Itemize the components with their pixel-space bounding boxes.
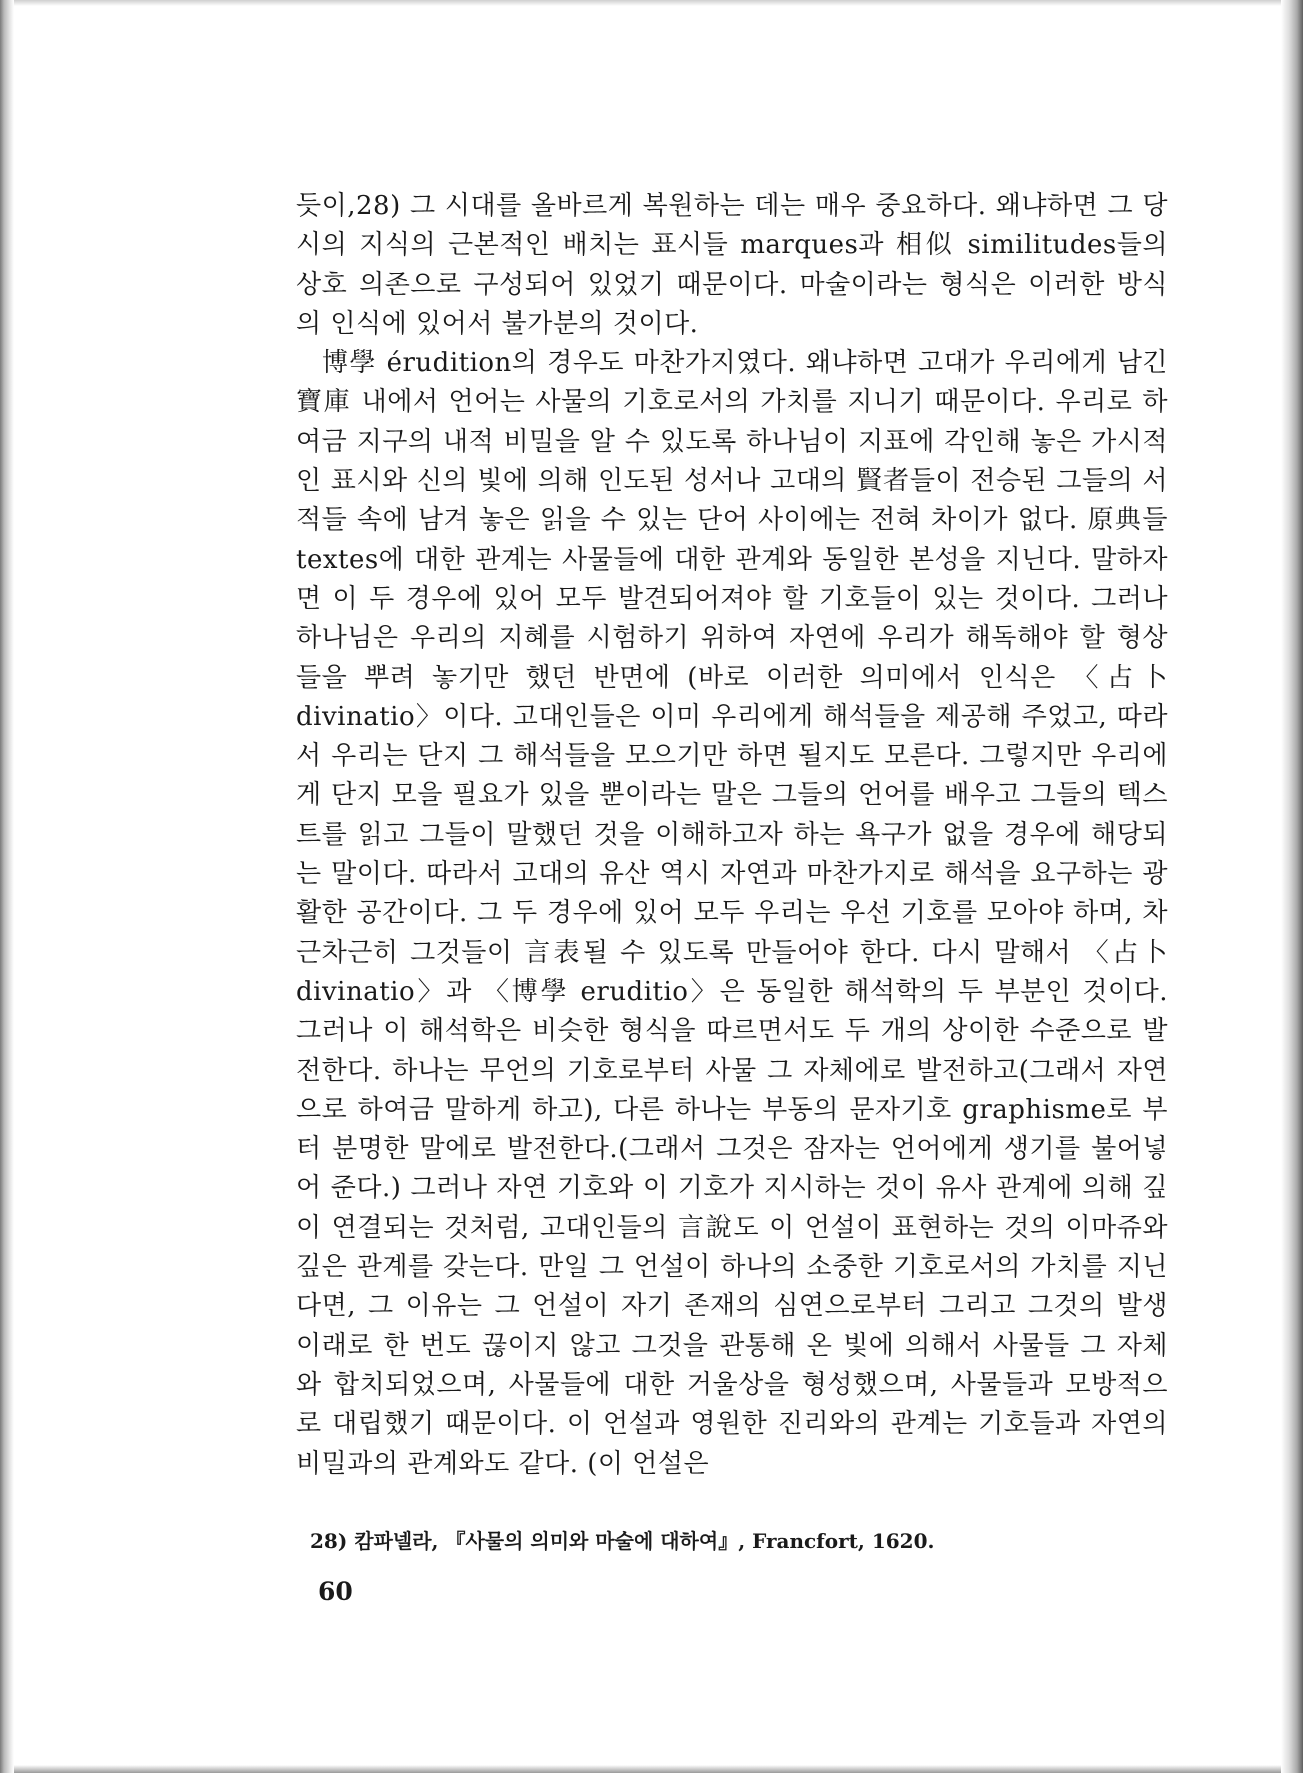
page-bottom-edge <box>14 1765 1281 1773</box>
body-text <box>296 187 1168 1484</box>
paragraph: 博學 érudition의 경우도 마찬가지였다. 왜냐하면 고대가 우리에게 남긴 寶庫 내에서 언어는 사물의 기호로서의 가치를 지니기 때문이다. 우리로 하여금 지구의 내적 비밀을 알 수 있도록 하나님이 지표에 각인해 놓은 가시적인 표시와 신의 빛에 의해 인도된 성서나 고대의 賢者들이 전승된 그들의 서적들 속에 남겨 놓은 읽을 수 있는 단어 사이에는 전혀 차이가 없다. 原典들 textes에 대한 관계는 사물들에 대한 관계와 동일한 본성을 지닌다. 말하자면 이 두 경우에 있어 모두 발견되어져야 할 기호들이 있는 것이다. 그러나 하나님은 우리의 지혜를 시험하기 위하여 자연에 우리가 해독해야 할 형상들을 뿌려 놓기만 했던 반면에 (바로 이러한 의미에서 인식은 〈占卜 divinatio〉이다. 고대인들은 이미 우리에게 해석들을 제공해 주었고, 따라서 우리는 단지 그 해석들을 모으기만 하면 될지도 모른다. 그렇지만 우리에게 단지 모을 필요가 있을 뿐이라는 말은 그들의 언어를 배우고 그들의 텍스트를 읽고 그들이 말했던 것을 이해하고자 하는 욕구가 없을 경우에 해당되는 말이다. 따라서 고대의 유산 역시 자연과 마찬가지로 해석을 요구하는 광활한 공간이다. 그 두 경우에 있어 모두 우리는 우선 기호를 모아야 하며, 차근차근히 그것들이 言表될 수 있도록 만들어야 한다. 다시 말해서 〈占卜 divinatio〉과 〈博學 eruditio〉은 동일한 해석학의 두 부분인 것이다. 그러나 이 해석학은 비슷한 형식을 따르면서도 두 개의 상이한 수준으로 발전한다. 하나는 무언의 기호로부터 사물 그 자체에로 발전하고(그래서 자연으로 하여금 말하게 하고), 다른 하나는 부동의 문자기호 graphisme로 부터 분명한 말에로 발전한다.(그래서 그것은 잠자는 언어에게 생기를 불어넣어 준다.) 그러나 자연 기호와 이 기호가 지시하는 것이 유사 관계에 의해 깊이 연결되는 것처럼, 고대인들의 言說도 이 언설이 표현하는 것의 이마쥬와 깊은 관계를 갖는다. 만일 그 언설이 하나의 소중한 기호로서의 가치를 지닌다면, 그 이유는 그 언설이 자기 존재의 심연으로부터 그리고 그것의 발생 이래로 한 번도 끊이지 않고 그것을 관통해 온 빛에 의해서 사물들 그 자체와 합치되었으며, 사물들에 대한 거울상을 형성했으며, 사물들과 모방적으로 대립했기 때문이다. 이 언설과 영원한 진리와의 관계는 기호들과 자연의 비밀과의 관계와도 같다. (이 언설은 <box>296 348 1168 1479</box>
page-right-edge <box>1281 0 1303 1773</box>
page-left-edge <box>0 0 14 1773</box>
paragraph: 듯이,28) 그 시대를 올바르게 복원하는 데는 매우 중요하다. 왜냐하면 그 당시의 지식의 근본적인 배치는 표시들 marques과 相似 similitudes들의 상호 의존으로 구성되어 있었기 때문이다. 마술이라는 형식은 이러한 방식의 인식에 있어서 불가분의 것이다. <box>296 191 1168 339</box>
page-number: 60 <box>318 1577 353 1606</box>
footnote: 28) 캄파넬라, 『사물의 의미와 마술에 대하여』, Francfort, 1620. <box>310 1529 935 1553</box>
page-top-edge <box>14 0 1281 6</box>
